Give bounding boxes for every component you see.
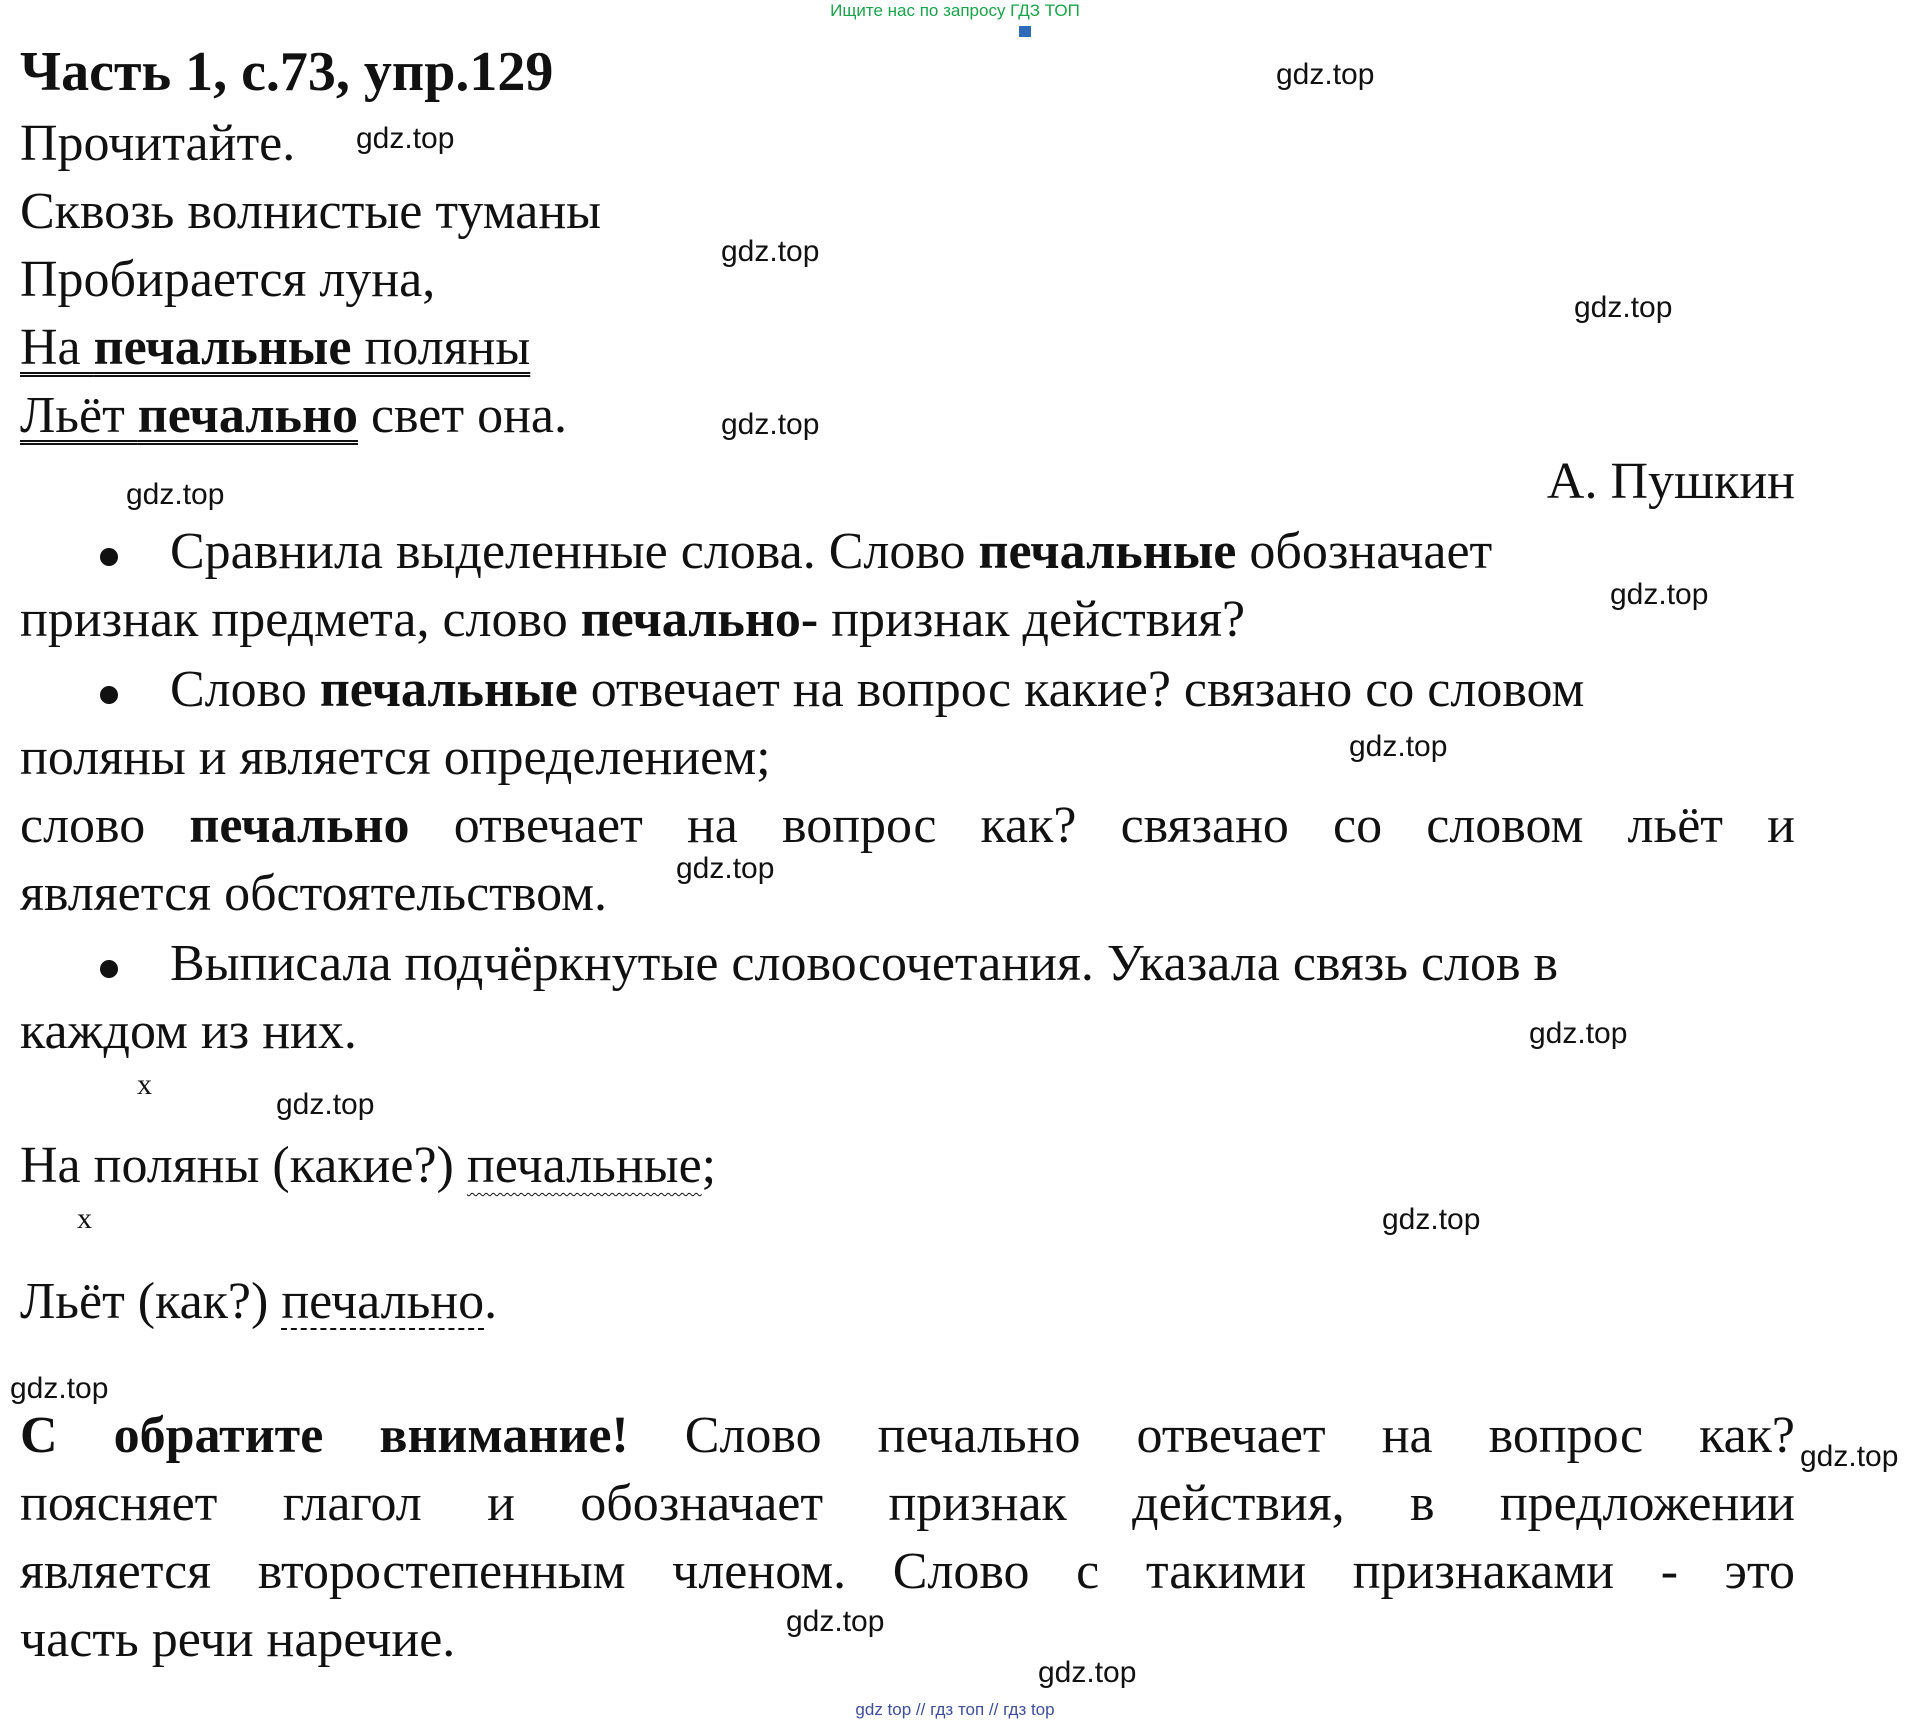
phrase-1-dependent: печальные	[466, 1137, 702, 1194]
note-line-1-text: Слово печально отвечает на вопрос как?	[628, 1407, 1795, 1464]
note-line-4: часть речи наречие.	[20, 1611, 456, 1668]
bullet-2-line-3	[20, 796, 1795, 855]
main-word-mark-2: х	[77, 1202, 92, 1235]
watermark: gdz.top	[356, 122, 455, 155]
main-word-mark-1: х	[137, 1068, 152, 1101]
watermark: gdz.top	[1800, 1440, 1899, 1473]
watermark: gdz.top	[721, 408, 820, 441]
watermark: gdz.top	[676, 852, 775, 885]
b1-bold-word: печальные	[978, 523, 1237, 580]
note-line-2: поясняет глагол и обозначает признак действия, в предложении	[20, 1475, 1795, 1532]
poem-author: А. Пушкин	[1546, 453, 1795, 510]
bullet-2-line-2: поляны и является определением;	[20, 729, 771, 786]
phrase-2-end: .	[484, 1273, 498, 1330]
watermark: gdz.top	[1038, 1656, 1137, 1689]
bullet-3-line-2: каждом из них.	[20, 1003, 357, 1060]
b2-bold-word: печальные	[319, 661, 578, 718]
watermark: gdz.top	[1610, 578, 1709, 611]
b2-text-c: отвечает на вопрос какие? связано со словом	[577, 661, 1585, 718]
b1-l2-text-a: признак предмета, слово	[20, 591, 581, 648]
bullet-2	[100, 686, 118, 704]
bullet-3	[100, 960, 118, 978]
watermark: gdz.top	[1349, 730, 1448, 763]
highlighted-word-pechalnye: печальные	[93, 319, 352, 376]
watermark: gdz.top	[1529, 1017, 1628, 1050]
footer-links: gdz top // гдз топ // гдз top	[855, 1700, 1055, 1719]
phrase-2-dependent: печально	[281, 1273, 485, 1330]
poem-line-4	[20, 386, 567, 445]
watermark: gdz.top	[1276, 58, 1375, 91]
watermark: gdz.top	[126, 478, 225, 511]
b1-l2-bold-word: печально-	[580, 591, 819, 648]
b1-text-a: Сравнила выделенные слова. Слово	[170, 523, 979, 580]
phrase-2	[20, 1272, 497, 1331]
bullet-3-line-1: Выписала подчёркнутые словосочетания. Указала связь слов в	[170, 935, 1559, 992]
phrase-1-main: На поляны (какие?)	[20, 1137, 467, 1194]
watermark: gdz.top	[10, 1372, 109, 1405]
poem-line-3	[20, 318, 530, 377]
phrase-1	[20, 1136, 716, 1195]
bullet-2-line-4: является обстоятельством.	[20, 865, 607, 922]
b2-l3-text-a: слово	[20, 797, 190, 854]
watermark: gdz.top	[786, 1605, 885, 1638]
note-line-3: является второстепенным членом. Слово с такими признаками - это	[20, 1543, 1795, 1600]
bullet-1-line-2	[20, 590, 1245, 649]
top-banner: Ищите нас по запросу ГДЗ ТОП	[830, 1, 1080, 20]
highlighted-word-pechalno: печально	[137, 387, 358, 444]
watermark: gdz.top	[1574, 291, 1673, 324]
poem-line-2: Пробирается луна,	[20, 251, 436, 308]
poem-line-4-end: свет она.	[357, 387, 568, 444]
poem-line-4-start: Льёт	[20, 387, 138, 444]
page-title: Часть 1, с.73, упр.129	[20, 41, 554, 103]
intro-text: Прочитайте.	[20, 115, 296, 172]
watermark: gdz.top	[1382, 1203, 1481, 1236]
poem-line-3-end: поляны	[351, 319, 531, 376]
b1-text-c: обозначает	[1236, 523, 1493, 580]
note-line-1	[20, 1406, 1795, 1465]
phrase-1-end: ;	[701, 1137, 717, 1194]
bullet-1-line-1	[170, 522, 1492, 581]
phrase-2-main: Льёт (как?)	[20, 1273, 282, 1330]
b2-l3-text-c: отвечает на вопрос как? связано со словом льёт и	[409, 797, 1795, 854]
note-heading: С обратите внимание!	[20, 1407, 629, 1464]
watermark: gdz.top	[276, 1088, 375, 1121]
poem-line-1: Сквозь волнистые туманы	[20, 183, 602, 240]
bullet-1	[100, 548, 118, 566]
watermark: gdz.top	[721, 235, 820, 268]
bullet-2-line-1	[170, 660, 1584, 719]
b2-text-a: Слово	[170, 661, 320, 718]
b1-l2-text-c: признак действия?	[818, 591, 1246, 648]
pin-icon	[1019, 26, 1031, 37]
poem-line-3-start: На	[20, 319, 94, 376]
b2-l3-bold-word: печально	[189, 797, 410, 854]
